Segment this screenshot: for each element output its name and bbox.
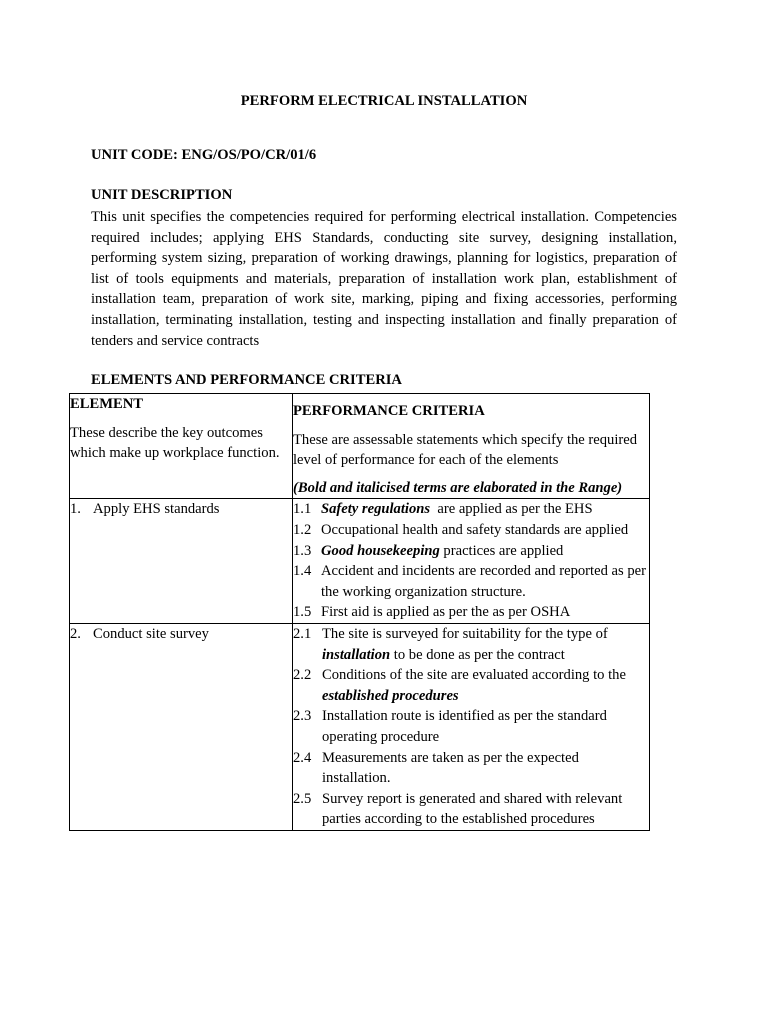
criteria-header-cell xyxy=(293,394,650,499)
criterion-item xyxy=(293,789,649,830)
criteria-header: PERFORMANCE CRITERIA xyxy=(293,403,485,419)
criterion-item xyxy=(293,520,649,541)
criterion-number: 1.4 xyxy=(293,563,312,580)
element-number: 2. xyxy=(70,625,81,642)
criterion-number: 1.5 xyxy=(293,604,312,621)
criterion-number: 1.3 xyxy=(293,542,312,559)
criterion-text: are applied as per the EHS xyxy=(430,501,593,518)
range-term: installation xyxy=(322,646,391,663)
criterion-text: The site is surveyed for suitability for the type of xyxy=(322,625,608,642)
elements-criteria-table xyxy=(69,393,650,831)
table-header-row xyxy=(70,394,650,499)
criterion-item xyxy=(293,561,649,602)
table-row xyxy=(70,499,650,624)
criterion-item xyxy=(293,706,649,747)
criterion-item xyxy=(293,665,649,706)
criterion-item xyxy=(293,541,649,562)
range-term: established procedures xyxy=(322,687,459,704)
criteria-description: These are assessable statements which specify the required level of performance for each of the elements xyxy=(293,431,638,469)
criterion-number: 2.1 xyxy=(293,625,312,642)
unit-code: UNIT CODE: ENG/OS/PO/CR/01/6 xyxy=(91,147,317,163)
element-description: These describe the key outcomes which make up workplace function. xyxy=(70,424,280,462)
criterion-text-tail: to be done as per the contract xyxy=(390,646,565,663)
criterion-number: 2.4 xyxy=(293,749,312,766)
criterion-number: 2.2 xyxy=(293,667,312,684)
element-cell xyxy=(70,623,293,830)
criteria-note: (Bold and italicised terms are elaborated in the Range) xyxy=(293,479,623,496)
element-cell xyxy=(70,499,293,624)
criterion-number: 1.2 xyxy=(293,521,312,538)
element-name: Apply EHS standards xyxy=(93,501,220,518)
elements-heading: ELEMENTS AND PERFORMANCE CRITERIA xyxy=(91,372,402,388)
criterion-number: 1.1 xyxy=(293,501,312,518)
criterion-number: 2.3 xyxy=(293,708,312,725)
criteria-cell xyxy=(293,499,650,624)
criteria-cell xyxy=(293,623,650,830)
element-name: Conduct site survey xyxy=(93,625,209,642)
criterion-item xyxy=(293,624,649,665)
criterion-item xyxy=(293,499,649,520)
element-header-cell xyxy=(70,394,293,499)
criterion-text: Installation route is identified as per the standard operating procedure xyxy=(322,708,607,745)
criterion-number: 2.5 xyxy=(293,790,312,807)
element-header: ELEMENT xyxy=(70,396,143,412)
criterion-text: First aid is applied as per the as per OSHA xyxy=(321,604,571,621)
criterion-text: practices are applied xyxy=(439,542,564,559)
page-title: PERFORM ELECTRICAL INSTALLATION xyxy=(240,93,528,109)
unit-description-text: This unit specifies the competencies required for performing electrical installation. Competencies required includes; applying EHS Standards, conducting site survey, designing installation, performing system sizing, preparation of working drawings, planning for logistics, preparation of list of tools equipments and materials, preparation of installation work plan, establishment of installation team, preparation of work site, marking, piping and fixing accessories, performing installation, terminating installation, testing and inspecting installation and finally preparation of tenders and service contracts xyxy=(91,209,677,349)
element-number: 1. xyxy=(70,501,81,518)
criterion-text: Conditions of the site are evaluated according to the xyxy=(322,667,626,684)
table-row xyxy=(70,623,650,830)
criterion-text: Accident and incidents are recorded and reported as per the working organization structure. xyxy=(321,563,646,600)
criterion-item xyxy=(293,602,649,623)
criterion-text: Measurements are taken as per the expected installation. xyxy=(322,749,579,787)
criterion-item xyxy=(293,748,649,789)
unit-description-heading: UNIT DESCRIPTION xyxy=(91,187,233,203)
range-term: Safety regulations xyxy=(321,501,431,518)
criterion-text: Occupational health and safety standards are applied xyxy=(321,521,629,538)
criterion-text: Survey report is generated and shared with relevant parties according to the established procedures xyxy=(322,790,623,828)
range-term: Good housekeeping xyxy=(321,542,440,559)
